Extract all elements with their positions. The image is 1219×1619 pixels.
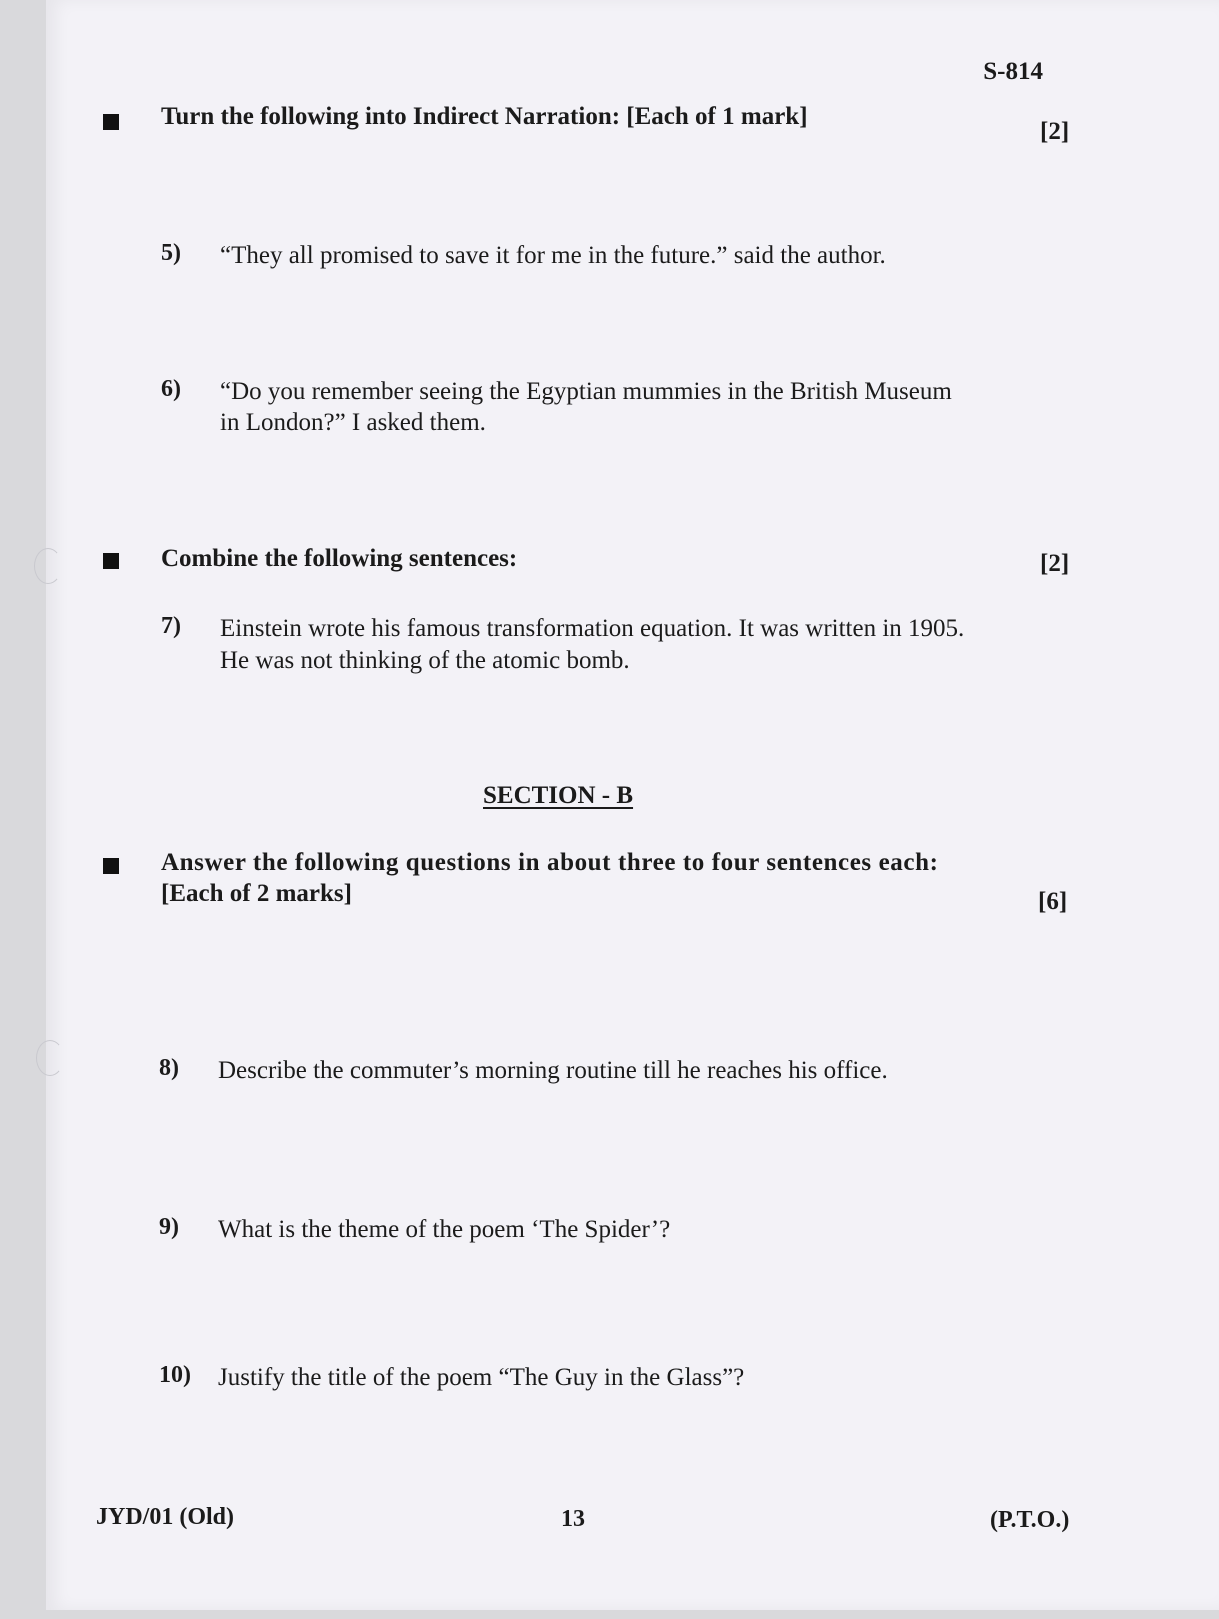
question-number: 8): [159, 1055, 179, 1081]
question-number: 5): [161, 240, 181, 266]
question-number: 10): [159, 1362, 191, 1388]
question-7-line1: Einstein wrote his famous transformation equation. It was written in 1905.: [220, 615, 965, 642]
question-number: 7): [161, 613, 181, 639]
bullet-square-icon: [103, 553, 119, 569]
marks-label: [6]: [1038, 888, 1068, 915]
instruction-indirect-narration: Turn the following into Indirect Narration: [Each of 1 mark]: [161, 103, 808, 130]
marks-label: [2]: [1040, 550, 1070, 577]
question-number: 6): [161, 376, 181, 402]
bullet-square-icon: [103, 114, 119, 130]
punch-hole-mark: [36, 1040, 64, 1076]
question-6-line2: in London?” I asked them.: [220, 409, 486, 436]
question-6-line1: “Do you remember seeing the Egyptian mummies in the British Museum: [220, 378, 952, 405]
question-9-text: What is the theme of the poem ‘The Spider’?: [218, 1216, 671, 1243]
section-b-title: SECTION - B: [483, 782, 634, 809]
section-b-instruction-line2: [Each of 2 marks]: [161, 880, 352, 907]
footer-paper-id: JYD/01 (Old): [96, 1504, 234, 1530]
question-5-text: “They all promised to save it for me in the future.” said the author.: [220, 242, 886, 269]
paper-code: S-814: [983, 58, 1043, 85]
question-10-text: Justify the title of the poem “The Guy in the Glass”?: [218, 1364, 745, 1391]
punch-hole-mark: [34, 548, 62, 584]
instruction-combine-sentences: Combine the following sentences:: [161, 545, 518, 572]
question-8-text: Describe the commuter’s morning routine till he reaches his office.: [218, 1057, 888, 1084]
question-number: 9): [159, 1214, 179, 1240]
question-7-line2: He was not thinking of the atomic bomb.: [220, 647, 630, 674]
section-b-instruction-line1: Answer the following questions in about three to four sentences each:: [161, 849, 939, 876]
page-number: 13: [561, 1506, 585, 1532]
footer-pto: (P.T.O.): [990, 1507, 1070, 1533]
bullet-square-icon: [103, 858, 119, 874]
marks-label: [2]: [1040, 118, 1070, 145]
